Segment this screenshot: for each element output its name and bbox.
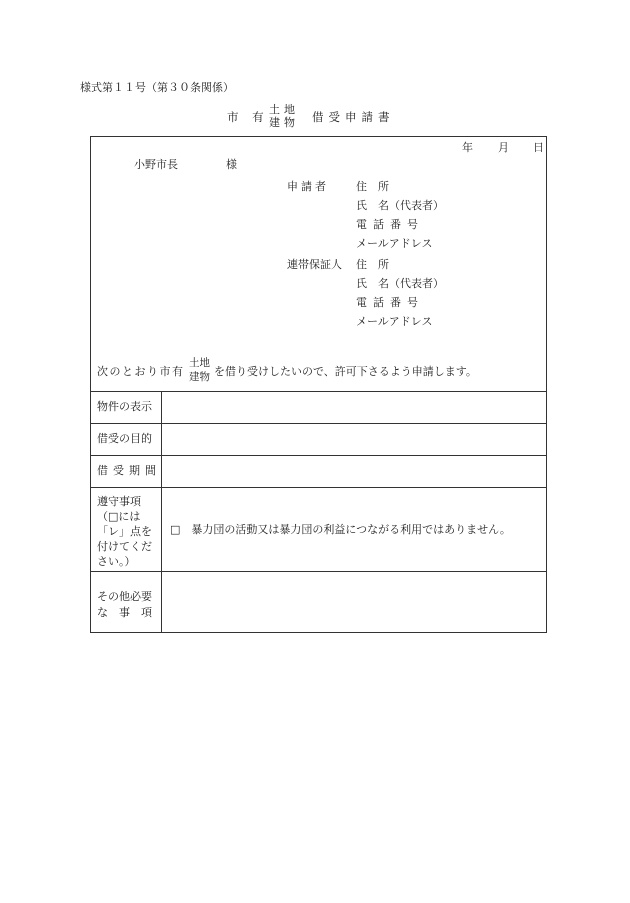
form-number: 様式第１１号（第３０条関係） — [80, 81, 234, 94]
period-label: 借受期間 — [97, 464, 161, 477]
guarantor-name-label: 氏 名（代表者） — [356, 277, 444, 290]
guarantor-address-label: 住 所 — [356, 258, 389, 271]
title-rest: 借受申請書 — [312, 110, 395, 124]
compliance-checkbox-text[interactable]: □ 暴力団の活動又は暴力団の利益につながる利用ではありません。 — [170, 523, 511, 536]
divider — [90, 391, 547, 392]
other-label: その他必要な 事 項 — [97, 590, 152, 619]
addressee-name: 小野市長 — [134, 158, 178, 171]
divider — [90, 455, 547, 456]
title-city-owned: 市 有 — [227, 110, 269, 124]
column-divider — [161, 391, 162, 633]
compliance-label: 遵守事項（□には「レ」点を付けてください。） — [97, 495, 152, 568]
applicant-address-label: 住 所 — [356, 180, 389, 193]
lead-land: 土地 — [189, 357, 210, 369]
date-day: 日 — [533, 141, 544, 154]
guarantor-email-label: メールアドレス — [356, 315, 433, 328]
title-building: 建物 — [269, 116, 299, 129]
guarantor-phone-label: 電話番号 — [356, 296, 424, 309]
addressee-honorific: 様 — [226, 158, 237, 171]
applicant-role: 申請者 — [287, 180, 329, 193]
divider — [90, 571, 547, 572]
purpose-label: 借受の目的 — [97, 432, 152, 445]
lead-building: 建物 — [189, 371, 210, 383]
lead-land-building — [189, 356, 210, 384]
lead-text-start: 次のとおり市有 — [97, 365, 185, 378]
title-land: 土地 — [269, 103, 299, 116]
applicant-email-label: メールアドレス — [356, 237, 433, 250]
divider — [90, 487, 547, 488]
lead-text-end: を借り受けしたいので、許可下さるよう申請します。 — [214, 365, 477, 378]
title-land-building — [269, 103, 299, 129]
property-label: 物件の表示 — [97, 400, 152, 413]
applicant-name-label: 氏 名（代表者） — [356, 199, 444, 212]
date-month: 月 — [498, 141, 509, 154]
date-year: 年 — [462, 141, 473, 154]
applicant-phone-label: 電話番号 — [356, 218, 424, 231]
divider — [90, 423, 547, 424]
guarantor-role: 連帯保証人 — [287, 258, 342, 271]
